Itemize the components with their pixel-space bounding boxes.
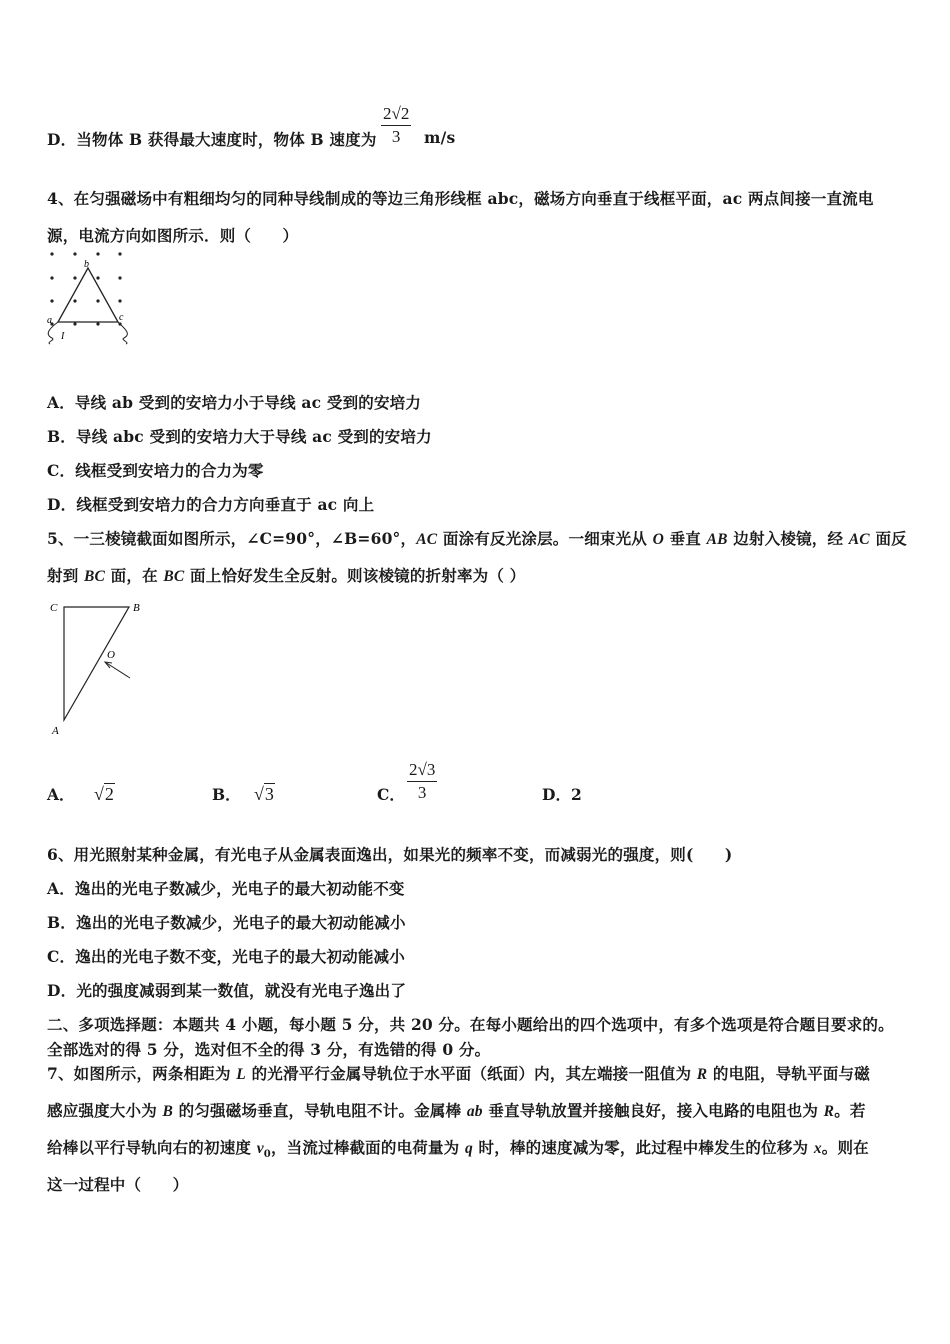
q7-var: ab xyxy=(466,1103,483,1120)
q7-text: 。若 xyxy=(834,1101,866,1120)
q7-text: 感应强度大小为 xyxy=(47,1101,163,1120)
label-C: C xyxy=(50,602,58,614)
radicand: 3 xyxy=(264,784,274,804)
q4-triangle-figure xyxy=(40,248,140,348)
q4-option-b: B．导线 abc 受到的安培力大于导线 ac 受到的安培力 xyxy=(47,427,432,446)
label-A: A xyxy=(52,725,59,737)
unit-text: m/s xyxy=(424,128,456,147)
q7-text: 时，棒的速度减为零，此过程中棒发生的位移为 xyxy=(472,1138,814,1157)
label-b: b xyxy=(84,259,89,270)
q4-option-d: D．线框受到安培力的合力方向垂直于 ac 向上 xyxy=(47,495,375,514)
q7-var: L xyxy=(236,1066,246,1083)
option-label: C． xyxy=(377,785,405,804)
q7-text: 7、如图所示，两条相距为 xyxy=(47,1064,237,1083)
q6-option-a: A．逸出的光电子数减少，光电子的最大初动能不变 xyxy=(47,879,405,898)
label-current-I: I xyxy=(61,331,65,342)
q5-var: BC xyxy=(163,568,185,585)
light-ray xyxy=(105,662,130,678)
q5-var: AB xyxy=(706,531,728,548)
q5-option-b xyxy=(212,783,275,805)
q7-text: ，当流过棒截面的电荷量为 xyxy=(270,1138,465,1157)
q7-subscript: 0 xyxy=(263,1149,271,1161)
q7-stem-line4: 这一过程中（ ） xyxy=(47,1175,189,1194)
q7-var: R xyxy=(823,1103,835,1120)
q5-text: 面上恰好发生全反射。则该棱镜的折射率为（ ） xyxy=(184,566,526,585)
root-sign: √ xyxy=(254,784,264,804)
q7-text: 的匀强磁场垂直，导轨电阻不计。金属棒 xyxy=(173,1101,467,1120)
q4-stem-line2: 源，电流方向如图所示．则（ ） xyxy=(47,226,299,245)
q5-option-c xyxy=(377,783,405,805)
q5-var: BC xyxy=(84,568,106,585)
label-c: c xyxy=(119,312,124,323)
ray-arrowhead xyxy=(105,662,112,668)
q7-stem-line3 xyxy=(47,1136,869,1160)
q5-prism-figure xyxy=(44,596,154,741)
q7-text: 的电阻，导轨平面与磁 xyxy=(707,1064,870,1083)
q7-text: 的光滑平行金属导轨位于水平面（纸面）内，其左端接一阻值为 xyxy=(245,1064,697,1083)
section2-heading-line1: 二、多项选择题：本题共 4 小题，每小题 5 分，共 20 分。在每小题给出的四个选项中，有多个选项是符合题目要求的。 xyxy=(47,1015,894,1034)
q7-stem-line1 xyxy=(47,1062,870,1084)
option-label: A． xyxy=(47,785,75,804)
q5-text: 垂直 xyxy=(664,529,707,548)
q5-var: O xyxy=(652,531,664,548)
q7-stem-line2 xyxy=(47,1099,866,1121)
radicand: 2 xyxy=(104,784,114,804)
root-sign: √ xyxy=(93,784,104,804)
prev-option-d-unit xyxy=(424,128,455,147)
prev-option-d-fraction xyxy=(381,104,411,147)
q4-option-a: A．导线 ab 受到的安培力小于导线 ac 受到的安培力 xyxy=(47,393,422,412)
fraction-numerator: 2√3 xyxy=(409,760,436,779)
fraction-denominator: 3 xyxy=(391,127,401,146)
q5-var: AC xyxy=(848,531,870,548)
q7-text: 给棒以平行导轨向右的初速度 xyxy=(47,1138,257,1157)
q5-text: 射到 xyxy=(47,566,84,585)
q4-stem-line1: 4、在匀强磁场中有粗细均匀的同种导线制成的等边三角形线框 abc，磁场方向垂直于线框平面，ac 两点间接一直流电 xyxy=(47,189,874,208)
q6-option-c: C．逸出的光电子数不变，光电子的最大初动能减小 xyxy=(47,947,405,966)
q7-var: B xyxy=(162,1103,174,1120)
q5-text: 面，在 xyxy=(105,566,164,585)
q6-option-b: B．逸出的光电子数减少，光电子的最大初动能减小 xyxy=(47,913,406,932)
q5-stem-line2 xyxy=(47,564,525,586)
q4-option-c: C．线框受到安培力的合力为零 xyxy=(47,461,264,480)
label-a: a xyxy=(47,315,52,326)
label-O: O xyxy=(107,649,115,661)
q7-var: v xyxy=(256,1140,264,1157)
q6-stem: 6、用光照射某种金属，有光电子从金属表面逸出，如果光的频率不变，而减弱光的强度，则( ) xyxy=(47,845,733,864)
q5-option-d: D．2 xyxy=(542,785,582,804)
q5-option-c-fraction xyxy=(407,760,437,803)
fraction-numerator: 2√2 xyxy=(383,104,410,123)
q5-text: 面反 xyxy=(869,529,907,548)
q5-text: 面涂有反光涂层。一细束光从 xyxy=(437,529,653,548)
triangle-frame xyxy=(58,268,118,322)
fraction-denominator: 3 xyxy=(417,783,427,802)
q5-var: AC xyxy=(416,531,438,548)
q7-text: 。则在 xyxy=(821,1138,869,1157)
q7-var: x xyxy=(813,1140,822,1157)
q6-option-d: D．光的强度减弱到某一数值，就没有光电子逸出了 xyxy=(47,981,407,1000)
sqrt-3 xyxy=(254,784,275,804)
prism-triangle xyxy=(64,607,129,720)
sqrt-2 xyxy=(94,784,115,804)
q5-text: 5、一三棱镜截面如图所示，∠C=90°，∠B=60°， xyxy=(47,529,417,548)
section2-heading-line2: 全部选对的得 5 分，选对但不全的得 3 分，有选错的得 0 分。 xyxy=(47,1040,491,1059)
option-label: B． xyxy=(212,785,241,804)
q7-text: 垂直导轨放置并接触良好，接入电路的电阻也为 xyxy=(482,1101,824,1120)
q5-stem-line1 xyxy=(47,527,907,549)
q7-var: R xyxy=(696,1066,708,1083)
label-B: B xyxy=(133,602,140,614)
prev-option-d xyxy=(47,128,377,150)
q7-var: q xyxy=(464,1140,473,1157)
prev-option-d-text: D．当物体 B 获得最大速度时，物体 B 速度为 xyxy=(47,130,377,149)
q5-option-a xyxy=(47,783,115,805)
q5-text: 边射入棱镜，经 xyxy=(727,529,849,548)
